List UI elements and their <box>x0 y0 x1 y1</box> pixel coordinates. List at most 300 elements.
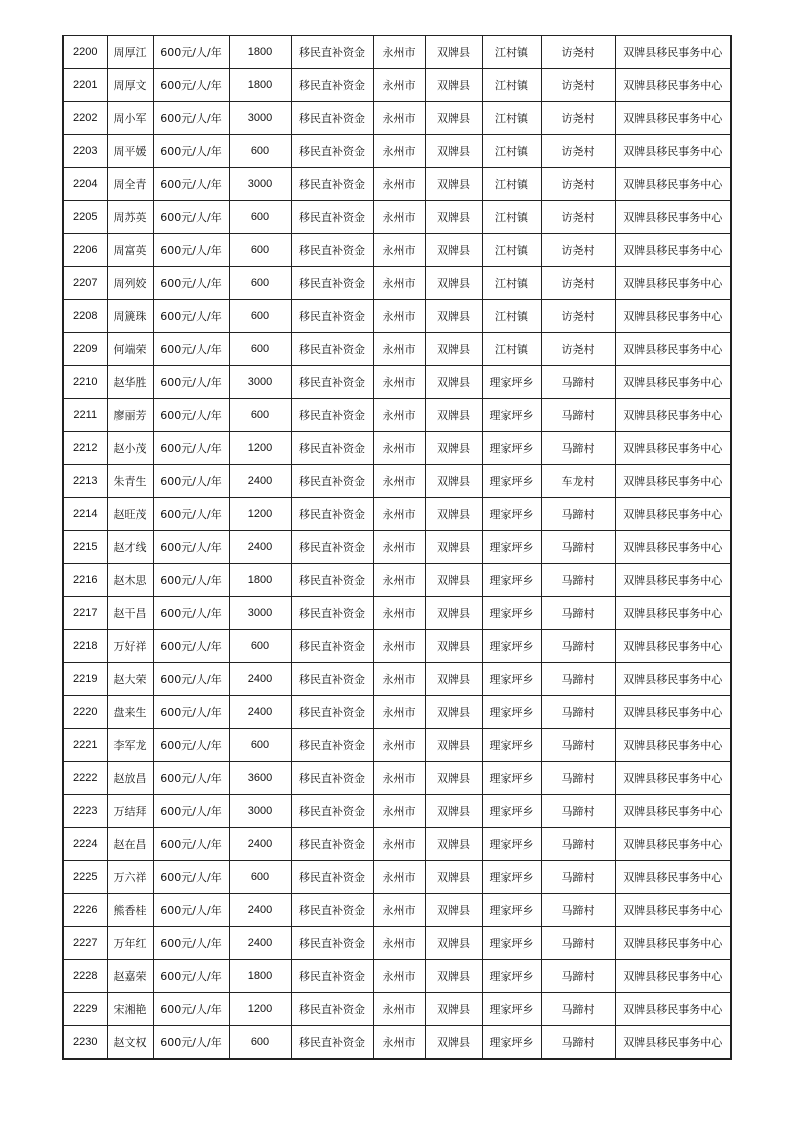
fund-type-cell: 移民直补资金 <box>291 168 373 201</box>
subsidy-amount-cell: 600 <box>229 333 291 366</box>
issuing-agency-cell: 双牌县移民事务中心 <box>615 597 731 630</box>
serial-number-cell: 2228 <box>63 960 107 993</box>
county-cell: 双牌县 <box>425 333 482 366</box>
county-cell: 双牌县 <box>425 861 482 894</box>
subsidy-amount-cell: 2400 <box>229 828 291 861</box>
table-row <box>63 267 731 300</box>
county-cell: 双牌县 <box>425 498 482 531</box>
recipient-name-cell: 赵才线 <box>107 531 153 564</box>
county-cell: 双牌县 <box>425 1026 482 1060</box>
serial-number-cell: 2230 <box>63 1026 107 1060</box>
village-cell: 马蹄村 <box>541 663 615 696</box>
issuing-agency-cell: 双牌县移民事务中心 <box>615 531 731 564</box>
table-row <box>63 597 731 630</box>
issuing-agency-cell: 双牌县移民事务中心 <box>615 498 731 531</box>
serial-number-cell: 2206 <box>63 234 107 267</box>
recipient-name-cell: 赵放昌 <box>107 762 153 795</box>
town-cell: 江村镇 <box>482 36 541 69</box>
table-row <box>63 762 731 795</box>
subsidy-standard-cell: 600元/人/年 <box>153 597 229 630</box>
city-cell: 永州市 <box>373 465 425 498</box>
serial-number-cell: 2223 <box>63 795 107 828</box>
subsidy-standard-cell: 600元/人/年 <box>153 333 229 366</box>
recipient-name-cell: 周厚文 <box>107 69 153 102</box>
subsidy-amount-cell: 600 <box>229 201 291 234</box>
fund-type-cell: 移民直补资金 <box>291 894 373 927</box>
fund-type-cell: 移民直补资金 <box>291 564 373 597</box>
city-cell: 永州市 <box>373 399 425 432</box>
village-cell: 访尧村 <box>541 234 615 267</box>
table-row <box>63 168 731 201</box>
fund-type-cell: 移民直补资金 <box>291 201 373 234</box>
town-cell: 江村镇 <box>482 168 541 201</box>
table-row <box>63 333 731 366</box>
issuing-agency-cell: 双牌县移民事务中心 <box>615 630 731 663</box>
subsidy-amount-cell: 600 <box>229 399 291 432</box>
fund-type-cell: 移民直补资金 <box>291 1026 373 1060</box>
table-row <box>63 1026 731 1060</box>
subsidy-standard-cell: 600元/人/年 <box>153 366 229 399</box>
county-cell: 双牌县 <box>425 564 482 597</box>
city-cell: 永州市 <box>373 102 425 135</box>
city-cell: 永州市 <box>373 36 425 69</box>
town-cell: 江村镇 <box>482 135 541 168</box>
issuing-agency-cell: 双牌县移民事务中心 <box>615 36 731 69</box>
fund-type-cell: 移民直补资金 <box>291 630 373 663</box>
fund-type-cell: 移民直补资金 <box>291 399 373 432</box>
table-row <box>63 993 731 1026</box>
village-cell: 马蹄村 <box>541 894 615 927</box>
issuing-agency-cell: 双牌县移民事务中心 <box>615 828 731 861</box>
county-cell: 双牌县 <box>425 432 482 465</box>
fund-type-cell: 移民直补资金 <box>291 531 373 564</box>
serial-number-cell: 2201 <box>63 69 107 102</box>
county-cell: 双牌县 <box>425 828 482 861</box>
subsidy-standard-cell: 600元/人/年 <box>153 795 229 828</box>
recipient-name-cell: 周全青 <box>107 168 153 201</box>
county-cell: 双牌县 <box>425 993 482 1026</box>
issuing-agency-cell: 双牌县移民事务中心 <box>615 762 731 795</box>
fund-type-cell: 移民直补资金 <box>291 465 373 498</box>
town-cell: 理家坪乡 <box>482 630 541 663</box>
fund-type-cell: 移民直补资金 <box>291 762 373 795</box>
recipient-name-cell: 万年红 <box>107 927 153 960</box>
county-cell: 双牌县 <box>425 531 482 564</box>
town-cell: 理家坪乡 <box>482 894 541 927</box>
subsidy-amount-cell: 1200 <box>229 993 291 1026</box>
city-cell: 永州市 <box>373 234 425 267</box>
recipient-name-cell: 周富英 <box>107 234 153 267</box>
city-cell: 永州市 <box>373 69 425 102</box>
subsidy-standard-cell: 600元/人/年 <box>153 498 229 531</box>
fund-type-cell: 移民直补资金 <box>291 663 373 696</box>
city-cell: 永州市 <box>373 630 425 663</box>
village-cell: 访尧村 <box>541 36 615 69</box>
issuing-agency-cell: 双牌县移民事务中心 <box>615 729 731 762</box>
table-row <box>63 234 731 267</box>
table-row <box>63 69 731 102</box>
recipient-name-cell: 赵旺茂 <box>107 498 153 531</box>
recipient-name-cell: 赵大荣 <box>107 663 153 696</box>
fund-type-cell: 移民直补资金 <box>291 597 373 630</box>
serial-number-cell: 2227 <box>63 927 107 960</box>
subsidy-standard-cell: 600元/人/年 <box>153 465 229 498</box>
issuing-agency-cell: 双牌县移民事务中心 <box>615 960 731 993</box>
recipient-name-cell: 赵小茂 <box>107 432 153 465</box>
village-cell: 马蹄村 <box>541 729 615 762</box>
village-cell: 马蹄村 <box>541 1026 615 1060</box>
town-cell: 江村镇 <box>482 69 541 102</box>
table-row <box>63 828 731 861</box>
serial-number-cell: 2217 <box>63 597 107 630</box>
village-cell: 访尧村 <box>541 168 615 201</box>
serial-number-cell: 2203 <box>63 135 107 168</box>
recipient-name-cell: 万六祥 <box>107 861 153 894</box>
subsidy-standard-cell: 600元/人/年 <box>153 234 229 267</box>
recipient-name-cell: 万好祥 <box>107 630 153 663</box>
fund-type-cell: 移民直补资金 <box>291 795 373 828</box>
recipient-name-cell: 李军龙 <box>107 729 153 762</box>
city-cell: 永州市 <box>373 762 425 795</box>
recipient-name-cell: 赵华胜 <box>107 366 153 399</box>
town-cell: 理家坪乡 <box>482 663 541 696</box>
subsidy-amount-cell: 3000 <box>229 102 291 135</box>
village-cell: 车龙村 <box>541 465 615 498</box>
serial-number-cell: 2209 <box>63 333 107 366</box>
recipient-name-cell: 赵文权 <box>107 1026 153 1060</box>
city-cell: 永州市 <box>373 861 425 894</box>
subsidy-standard-cell: 600元/人/年 <box>153 960 229 993</box>
village-cell: 马蹄村 <box>541 795 615 828</box>
city-cell: 永州市 <box>373 333 425 366</box>
serial-number-cell: 2225 <box>63 861 107 894</box>
city-cell: 永州市 <box>373 498 425 531</box>
city-cell: 永州市 <box>373 828 425 861</box>
issuing-agency-cell: 双牌县移民事务中心 <box>615 696 731 729</box>
issuing-agency-cell: 双牌县移民事务中心 <box>615 465 731 498</box>
city-cell: 永州市 <box>373 135 425 168</box>
recipient-name-cell: 宋湘艳 <box>107 993 153 1026</box>
recipient-name-cell: 赵在昌 <box>107 828 153 861</box>
fund-type-cell: 移民直补资金 <box>291 498 373 531</box>
fund-type-cell: 移民直补资金 <box>291 828 373 861</box>
fund-type-cell: 移民直补资金 <box>291 960 373 993</box>
subsidy-standard-cell: 600元/人/年 <box>153 432 229 465</box>
city-cell: 永州市 <box>373 795 425 828</box>
subsidy-standard-cell: 600元/人/年 <box>153 135 229 168</box>
subsidy-standard-cell: 600元/人/年 <box>153 861 229 894</box>
table-row <box>63 102 731 135</box>
town-cell: 理家坪乡 <box>482 861 541 894</box>
town-cell: 理家坪乡 <box>482 432 541 465</box>
serial-number-cell: 2211 <box>63 399 107 432</box>
subsidy-amount-cell: 600 <box>229 234 291 267</box>
issuing-agency-cell: 双牌县移民事务中心 <box>615 267 731 300</box>
subsidy-standard-cell: 600元/人/年 <box>153 927 229 960</box>
fund-type-cell: 移民直补资金 <box>291 234 373 267</box>
issuing-agency-cell: 双牌县移民事务中心 <box>615 168 731 201</box>
issuing-agency-cell: 双牌县移民事务中心 <box>615 135 731 168</box>
county-cell: 双牌县 <box>425 927 482 960</box>
county-cell: 双牌县 <box>425 696 482 729</box>
county-cell: 双牌县 <box>425 630 482 663</box>
subsidy-amount-cell: 2400 <box>229 465 291 498</box>
village-cell: 马蹄村 <box>541 762 615 795</box>
village-cell: 访尧村 <box>541 135 615 168</box>
city-cell: 永州市 <box>373 894 425 927</box>
county-cell: 双牌县 <box>425 894 482 927</box>
village-cell: 马蹄村 <box>541 630 615 663</box>
table-row <box>63 663 731 696</box>
subsidy-standard-cell: 600元/人/年 <box>153 300 229 333</box>
serial-number-cell: 2222 <box>63 762 107 795</box>
recipient-name-cell: 周篪珠 <box>107 300 153 333</box>
serial-number-cell: 2226 <box>63 894 107 927</box>
issuing-agency-cell: 双牌县移民事务中心 <box>615 201 731 234</box>
village-cell: 访尧村 <box>541 201 615 234</box>
city-cell: 永州市 <box>373 993 425 1026</box>
city-cell: 永州市 <box>373 300 425 333</box>
city-cell: 永州市 <box>373 960 425 993</box>
town-cell: 江村镇 <box>482 333 541 366</box>
recipient-name-cell: 周列姣 <box>107 267 153 300</box>
subsidy-amount-cell: 3000 <box>229 168 291 201</box>
table-row <box>63 861 731 894</box>
serial-number-cell: 2210 <box>63 366 107 399</box>
subsidy-amount-cell: 1800 <box>229 960 291 993</box>
town-cell: 理家坪乡 <box>482 993 541 1026</box>
recipient-name-cell: 赵干昌 <box>107 597 153 630</box>
roster-body <box>63 36 731 1060</box>
county-cell: 双牌县 <box>425 663 482 696</box>
issuing-agency-cell: 双牌县移民事务中心 <box>615 1026 731 1060</box>
table-row <box>63 366 731 399</box>
county-cell: 双牌县 <box>425 102 482 135</box>
subsidy-standard-cell: 600元/人/年 <box>153 267 229 300</box>
town-cell: 江村镇 <box>482 201 541 234</box>
subsidy-amount-cell: 2400 <box>229 696 291 729</box>
fund-type-cell: 移民直补资金 <box>291 300 373 333</box>
recipient-name-cell: 周平媛 <box>107 135 153 168</box>
town-cell: 理家坪乡 <box>482 399 541 432</box>
serial-number-cell: 2215 <box>63 531 107 564</box>
village-cell: 马蹄村 <box>541 927 615 960</box>
subsidy-roster-table <box>62 35 732 1060</box>
recipient-name-cell: 周小军 <box>107 102 153 135</box>
fund-type-cell: 移民直补资金 <box>291 36 373 69</box>
serial-number-cell: 2208 <box>63 300 107 333</box>
table-row <box>63 630 731 663</box>
city-cell: 永州市 <box>373 597 425 630</box>
subsidy-standard-cell: 600元/人/年 <box>153 1026 229 1060</box>
serial-number-cell: 2202 <box>63 102 107 135</box>
county-cell: 双牌县 <box>425 729 482 762</box>
city-cell: 永州市 <box>373 564 425 597</box>
town-cell: 理家坪乡 <box>482 597 541 630</box>
recipient-name-cell: 万结拜 <box>107 795 153 828</box>
issuing-agency-cell: 双牌县移民事务中心 <box>615 795 731 828</box>
town-cell: 江村镇 <box>482 300 541 333</box>
serial-number-cell: 2212 <box>63 432 107 465</box>
county-cell: 双牌县 <box>425 69 482 102</box>
subsidy-standard-cell: 600元/人/年 <box>153 102 229 135</box>
issuing-agency-cell: 双牌县移民事务中心 <box>615 366 731 399</box>
serial-number-cell: 2213 <box>63 465 107 498</box>
serial-number-cell: 2220 <box>63 696 107 729</box>
fund-type-cell: 移民直补资金 <box>291 267 373 300</box>
table-row <box>63 300 731 333</box>
subsidy-amount-cell: 2400 <box>229 531 291 564</box>
town-cell: 理家坪乡 <box>482 498 541 531</box>
fund-type-cell: 移民直补资金 <box>291 102 373 135</box>
issuing-agency-cell: 双牌县移民事务中心 <box>615 663 731 696</box>
table-row <box>63 498 731 531</box>
subsidy-amount-cell: 1200 <box>229 432 291 465</box>
serial-number-cell: 2207 <box>63 267 107 300</box>
issuing-agency-cell: 双牌县移民事务中心 <box>615 993 731 1026</box>
city-cell: 永州市 <box>373 267 425 300</box>
village-cell: 马蹄村 <box>541 696 615 729</box>
recipient-name-cell: 熊香桂 <box>107 894 153 927</box>
issuing-agency-cell: 双牌县移民事务中心 <box>615 69 731 102</box>
recipient-name-cell: 朱青生 <box>107 465 153 498</box>
fund-type-cell: 移民直补资金 <box>291 69 373 102</box>
table-row <box>63 201 731 234</box>
recipient-name-cell: 何端荣 <box>107 333 153 366</box>
table-row <box>63 135 731 168</box>
town-cell: 理家坪乡 <box>482 795 541 828</box>
table-row <box>63 399 731 432</box>
table-row <box>63 564 731 597</box>
serial-number-cell: 2218 <box>63 630 107 663</box>
village-cell: 马蹄村 <box>541 960 615 993</box>
town-cell: 理家坪乡 <box>482 828 541 861</box>
table-row <box>63 894 731 927</box>
village-cell: 马蹄村 <box>541 597 615 630</box>
subsidy-amount-cell: 3600 <box>229 762 291 795</box>
town-cell: 理家坪乡 <box>482 960 541 993</box>
village-cell: 马蹄村 <box>541 861 615 894</box>
serial-number-cell: 2221 <box>63 729 107 762</box>
table-row <box>63 36 731 69</box>
town-cell: 理家坪乡 <box>482 564 541 597</box>
county-cell: 双牌县 <box>425 135 482 168</box>
subsidy-amount-cell: 3000 <box>229 597 291 630</box>
city-cell: 永州市 <box>373 663 425 696</box>
subsidy-amount-cell: 600 <box>229 729 291 762</box>
serial-number-cell: 2219 <box>63 663 107 696</box>
subsidy-amount-cell: 2400 <box>229 927 291 960</box>
city-cell: 永州市 <box>373 201 425 234</box>
serial-number-cell: 2216 <box>63 564 107 597</box>
town-cell: 理家坪乡 <box>482 366 541 399</box>
subsidy-amount-cell: 600 <box>229 300 291 333</box>
recipient-name-cell: 赵木思 <box>107 564 153 597</box>
subsidy-standard-cell: 600元/人/年 <box>153 168 229 201</box>
subsidy-standard-cell: 600元/人/年 <box>153 201 229 234</box>
village-cell: 马蹄村 <box>541 498 615 531</box>
village-cell: 马蹄村 <box>541 828 615 861</box>
county-cell: 双牌县 <box>425 36 482 69</box>
county-cell: 双牌县 <box>425 168 482 201</box>
village-cell: 马蹄村 <box>541 366 615 399</box>
city-cell: 永州市 <box>373 696 425 729</box>
county-cell: 双牌县 <box>425 366 482 399</box>
table-row <box>63 696 731 729</box>
subsidy-standard-cell: 600元/人/年 <box>153 828 229 861</box>
subsidy-standard-cell: 600元/人/年 <box>153 531 229 564</box>
subsidy-standard-cell: 600元/人/年 <box>153 36 229 69</box>
subsidy-amount-cell: 1800 <box>229 69 291 102</box>
village-cell: 马蹄村 <box>541 432 615 465</box>
town-cell: 理家坪乡 <box>482 696 541 729</box>
issuing-agency-cell: 双牌县移民事务中心 <box>615 234 731 267</box>
issuing-agency-cell: 双牌县移民事务中心 <box>615 102 731 135</box>
village-cell: 访尧村 <box>541 267 615 300</box>
subsidy-amount-cell: 600 <box>229 135 291 168</box>
county-cell: 双牌县 <box>425 399 482 432</box>
county-cell: 双牌县 <box>425 234 482 267</box>
serial-number-cell: 2204 <box>63 168 107 201</box>
subsidy-standard-cell: 600元/人/年 <box>153 894 229 927</box>
subsidy-amount-cell: 2400 <box>229 894 291 927</box>
recipient-name-cell: 赵嘉荣 <box>107 960 153 993</box>
issuing-agency-cell: 双牌县移民事务中心 <box>615 399 731 432</box>
fund-type-cell: 移民直补资金 <box>291 729 373 762</box>
village-cell: 访尧村 <box>541 333 615 366</box>
city-cell: 永州市 <box>373 168 425 201</box>
county-cell: 双牌县 <box>425 267 482 300</box>
town-cell: 理家坪乡 <box>482 762 541 795</box>
subsidy-standard-cell: 600元/人/年 <box>153 993 229 1026</box>
subsidy-standard-cell: 600元/人/年 <box>153 696 229 729</box>
subsidy-amount-cell: 1800 <box>229 564 291 597</box>
subsidy-amount-cell: 1800 <box>229 36 291 69</box>
table-row <box>63 531 731 564</box>
serial-number-cell: 2229 <box>63 993 107 1026</box>
county-cell: 双牌县 <box>425 795 482 828</box>
issuing-agency-cell: 双牌县移民事务中心 <box>615 894 731 927</box>
town-cell: 理家坪乡 <box>482 465 541 498</box>
fund-type-cell: 移民直补资金 <box>291 366 373 399</box>
subsidy-standard-cell: 600元/人/年 <box>153 69 229 102</box>
town-cell: 理家坪乡 <box>482 927 541 960</box>
fund-type-cell: 移民直补资金 <box>291 861 373 894</box>
county-cell: 双牌县 <box>425 465 482 498</box>
fund-type-cell: 移民直补资金 <box>291 993 373 1026</box>
county-cell: 双牌县 <box>425 597 482 630</box>
table-row <box>63 927 731 960</box>
county-cell: 双牌县 <box>425 762 482 795</box>
town-cell: 江村镇 <box>482 267 541 300</box>
fund-type-cell: 移民直补资金 <box>291 135 373 168</box>
serial-number-cell: 2205 <box>63 201 107 234</box>
table-row <box>63 960 731 993</box>
recipient-name-cell: 廖丽芳 <box>107 399 153 432</box>
village-cell: 访尧村 <box>541 102 615 135</box>
issuing-agency-cell: 双牌县移民事务中心 <box>615 861 731 894</box>
subsidy-standard-cell: 600元/人/年 <box>153 630 229 663</box>
subsidy-amount-cell: 600 <box>229 1026 291 1060</box>
issuing-agency-cell: 双牌县移民事务中心 <box>615 927 731 960</box>
issuing-agency-cell: 双牌县移民事务中心 <box>615 564 731 597</box>
town-cell: 江村镇 <box>482 102 541 135</box>
village-cell: 马蹄村 <box>541 399 615 432</box>
city-cell: 永州市 <box>373 432 425 465</box>
fund-type-cell: 移民直补资金 <box>291 432 373 465</box>
serial-number-cell: 2224 <box>63 828 107 861</box>
document-sheet <box>62 35 730 1060</box>
